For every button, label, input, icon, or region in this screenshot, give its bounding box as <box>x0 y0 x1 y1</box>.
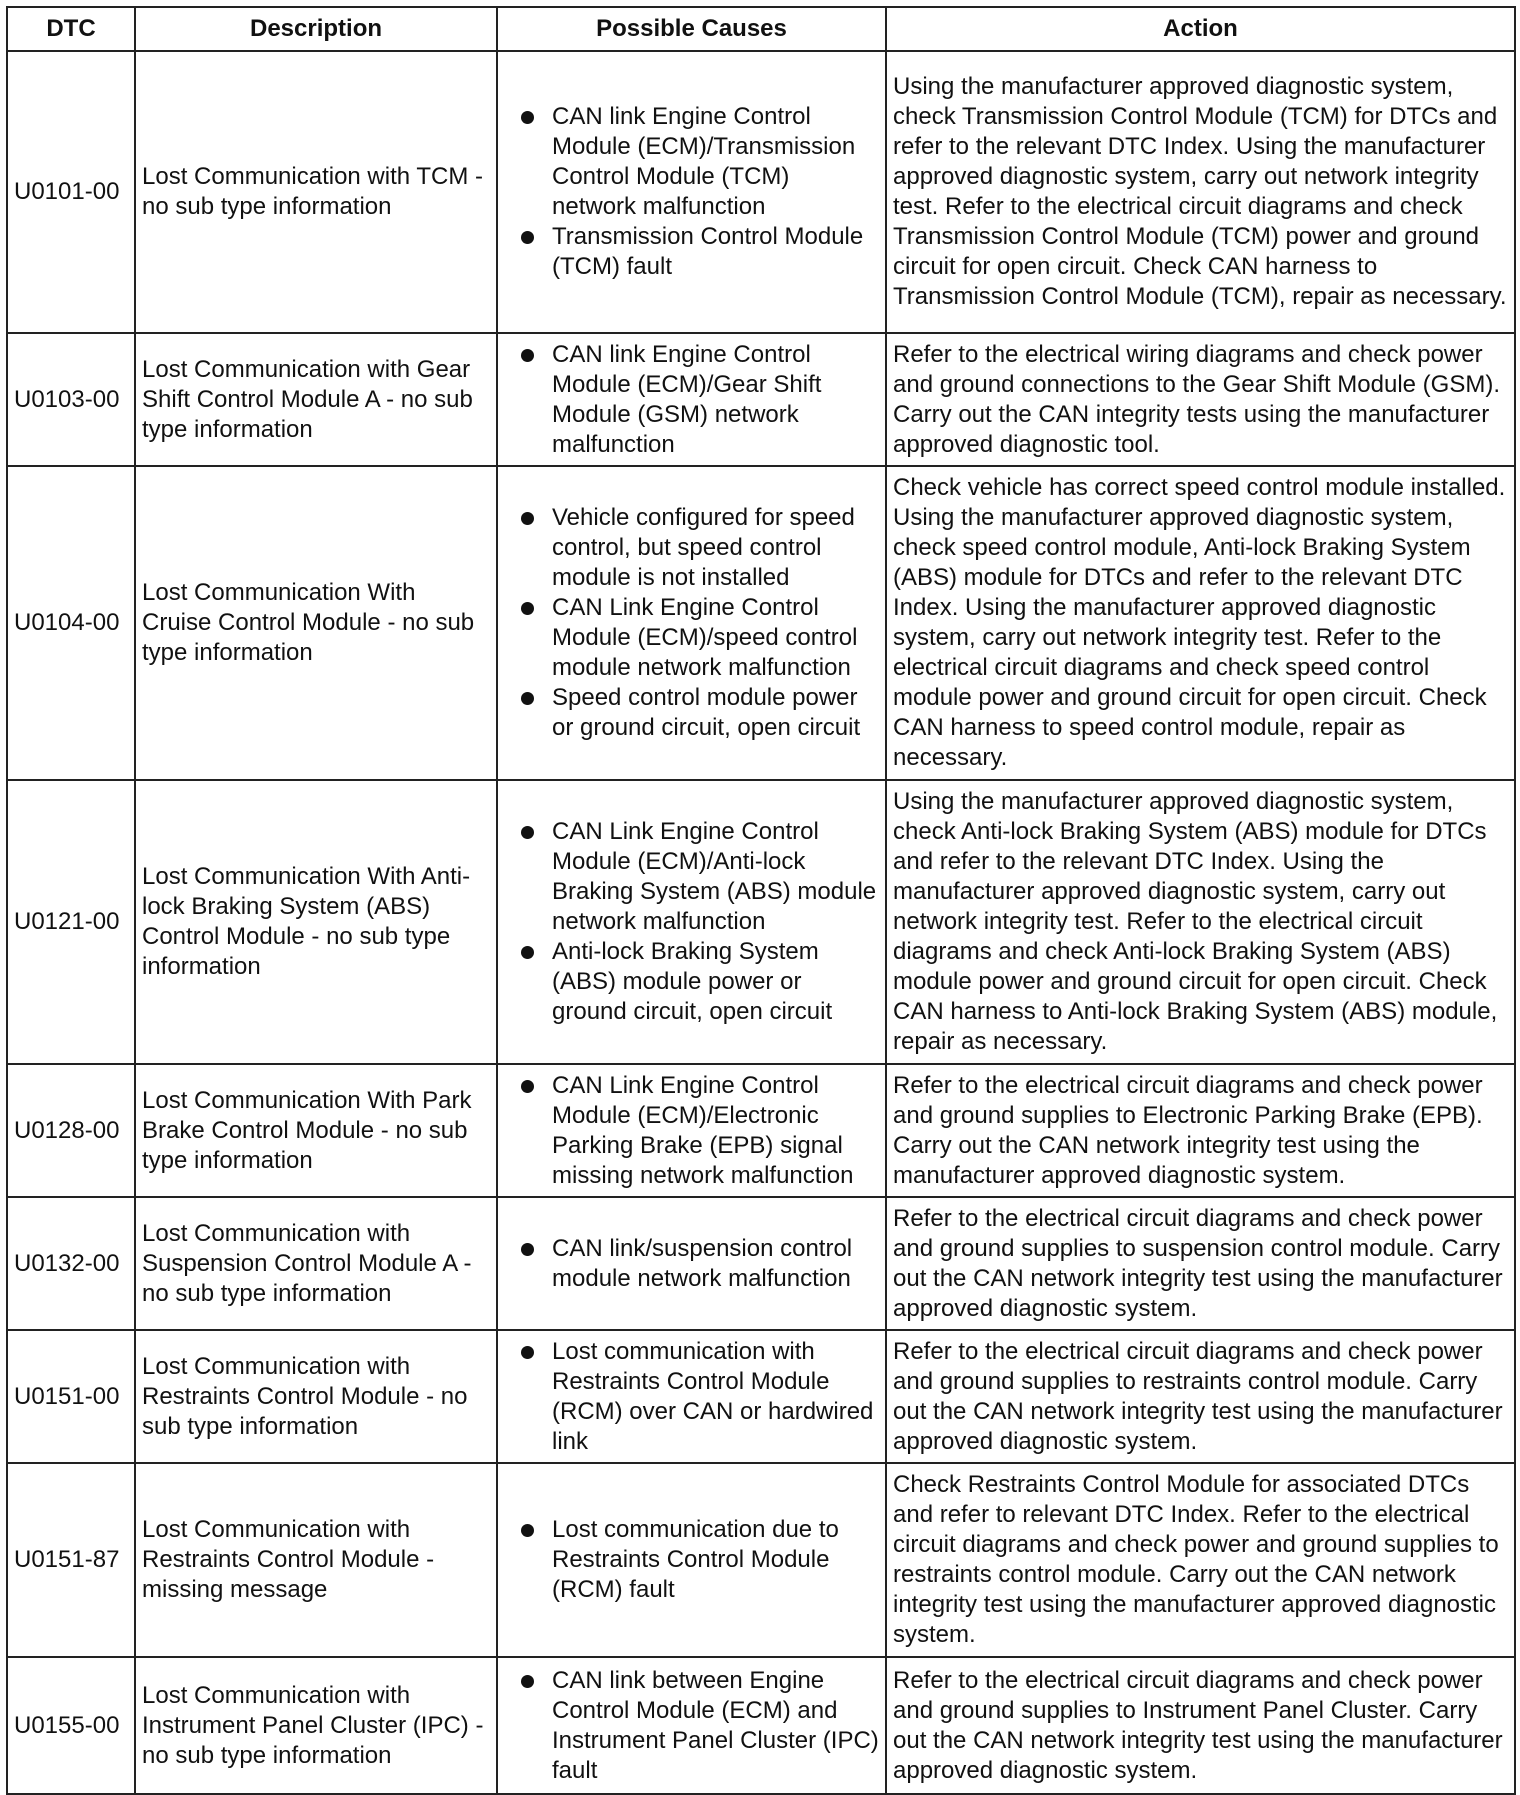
cause-item <box>504 340 879 460</box>
dtc-action: Check Restraints Control Module for associated DTCs and refer to relevant DTC Index. Refer to the electrical circuit diagrams and check power and ground supplies to restraints control module. Carry out the CAN network integrity test using the manufacturer approved diagnostic system. <box>886 1463 1515 1657</box>
causes-list <box>504 1234 879 1294</box>
table-row <box>7 1064 1515 1197</box>
document-page <box>6 6 1514 1784</box>
cause-text: Anti-lock Braking System (ABS) module power or ground circuit, open circuit <box>552 938 833 1025</box>
table-row <box>7 333 1515 466</box>
dtc-description: Lost Communication with Gear Shift Control Module A - no sub type information <box>135 333 497 466</box>
dtc-description: Lost Communication with Restraints Control Module - missing message <box>135 1463 497 1657</box>
dtc-action: Check vehicle has correct speed control module installed. Using the manufacturer approved diagnostic system, check speed control module, Anti-lock Braking System (ABS) module for DTCs and refer to the relevant DTC Index. Using the manufacturer approved diagnostic system, carry out network integrity test. Refer to the electrical circuit diagrams and check speed control module power and ground circuit for open circuit. Check CAN harness to speed control module, repair as necessary. <box>886 466 1515 780</box>
dtc-table <box>6 6 1516 1795</box>
cause-text: Speed control module power or ground circuit, open circuit <box>552 684 861 741</box>
bullet-icon <box>521 602 534 615</box>
cause-text: CAN Link Engine Control Module (ECM)/speed control module network malfunction <box>552 594 858 681</box>
cause-text: Transmission Control Module (TCM) fault <box>552 223 864 280</box>
dtc-code: U0101-00 <box>7 51 135 333</box>
possible-causes <box>497 1657 886 1794</box>
dtc-code: U0151-00 <box>7 1330 135 1463</box>
header-row <box>7 7 1515 51</box>
cause-text: Lost communication with Restraints Control Module (RCM) over CAN or hardwired link <box>552 1337 874 1455</box>
possible-causes <box>497 1330 886 1463</box>
possible-causes <box>497 1064 886 1197</box>
cause-item <box>504 102 879 222</box>
dtc-description: Lost Communication With Cruise Control Module - no sub type information <box>135 466 497 780</box>
causes-list <box>504 1666 879 1786</box>
cause-item <box>504 503 879 593</box>
table-row <box>7 1197 1515 1330</box>
possible-causes <box>497 1463 886 1657</box>
causes-list <box>504 503 879 743</box>
cause-text: CAN link Engine Control Module (ECM)/Transmission Control Module (TCM) network malfunction <box>552 103 856 220</box>
dtc-description: Lost Communication With Park Brake Control Module - no sub type information <box>135 1064 497 1197</box>
cause-text: CAN link/suspension control module network malfunction <box>552 1234 853 1292</box>
cause-item <box>504 1234 879 1294</box>
bullet-icon <box>521 826 534 839</box>
dtc-action: Refer to the electrical circuit diagrams and check power and ground supplies to suspension control module. Carry out the CAN network integrity test using the manufacturer approved diagnostic system. <box>886 1197 1515 1330</box>
dtc-action: Refer to the electrical circuit diagrams and check power and ground supplies to Electronic Parking Brake (EPB). Carry out the CAN network integrity test using the manufacturer approved diagnostic system. <box>886 1064 1515 1197</box>
cause-item <box>504 1515 879 1605</box>
table-row <box>7 51 1515 333</box>
bullet-icon <box>521 1346 534 1359</box>
bullet-icon <box>521 946 534 959</box>
bullet-icon <box>521 1243 534 1256</box>
header-action: Action <box>886 7 1515 51</box>
dtc-description: Lost Communication with Suspension Control Module A - no sub type information <box>135 1197 497 1330</box>
cause-item <box>504 937 879 1027</box>
cause-item <box>504 222 879 282</box>
bullet-icon <box>521 512 534 525</box>
cause-item <box>504 1337 879 1457</box>
cause-text: CAN Link Engine Control Module (ECM)/Anti-lock Braking System (ABS) module network malfunction <box>552 818 877 935</box>
causes-list <box>504 1515 879 1605</box>
cause-text: Lost communication due to Restraints Control Module (RCM) fault <box>552 1516 839 1603</box>
dtc-code: U0104-00 <box>7 466 135 780</box>
bullet-icon <box>521 111 534 124</box>
table-row <box>7 780 1515 1064</box>
table-row <box>7 1657 1515 1794</box>
cause-item <box>504 593 879 683</box>
dtc-code: U0155-00 <box>7 1657 135 1794</box>
bullet-icon <box>521 1080 534 1093</box>
dtc-code: U0121-00 <box>7 780 135 1064</box>
table-row <box>7 466 1515 780</box>
dtc-description: Lost Communication with Restraints Control Module - no sub type information <box>135 1330 497 1463</box>
causes-list <box>504 1337 879 1457</box>
possible-causes <box>497 780 886 1064</box>
header-possible-causes: Possible Causes <box>497 7 886 51</box>
bullet-icon <box>521 231 534 244</box>
bullet-icon <box>521 1524 534 1537</box>
cause-text: Vehicle configured for speed control, but speed control module is not installed <box>552 504 855 591</box>
dtc-description: Lost Communication with TCM - no sub type information <box>135 51 497 333</box>
cause-text: CAN link Engine Control Module (ECM)/Gear Shift Module (GSM) network malfunction <box>552 340 822 458</box>
possible-causes <box>497 466 886 780</box>
dtc-action: Refer to the electrical circuit diagrams and check power and ground supplies to Instrument Panel Cluster. Carry out the CAN network integrity test using the manufacturer approved diagnostic system. <box>886 1657 1515 1794</box>
dtc-description: Lost Communication With Anti-lock Braking System (ABS) Control Module - no sub type information <box>135 780 497 1064</box>
bullet-icon <box>521 1675 534 1688</box>
possible-causes <box>497 1197 886 1330</box>
causes-list <box>504 817 879 1027</box>
header-dtc: DTC <box>7 7 135 51</box>
causes-list <box>504 102 879 282</box>
bullet-icon <box>521 692 534 705</box>
cause-text: CAN Link Engine Control Module (ECM)/Electronic Parking Brake (EPB) signal missing network malfunction <box>552 1071 854 1189</box>
possible-causes <box>497 51 886 333</box>
dtc-description: Lost Communication with Instrument Panel Cluster (IPC) - no sub type information <box>135 1657 497 1794</box>
dtc-code: U0103-00 <box>7 333 135 466</box>
header-description: Description <box>135 7 497 51</box>
dtc-action: Refer to the electrical wiring diagrams and check power and ground connections to the Gear Shift Module (GSM). Carry out the CAN integrity tests using the manufacturer approved diagnostic tool. <box>886 333 1515 466</box>
dtc-code: U0128-00 <box>7 1064 135 1197</box>
bullet-icon <box>521 349 534 362</box>
dtc-action: Using the manufacturer approved diagnostic system, check Anti-lock Braking System (ABS) module for DTCs and refer to the relevant DTC Index. Using the manufacturer approved diagnostic system, carry out network integrity test. Refer to the electrical circuit diagrams and check Anti-lock Braking System (ABS) module power and ground circuit for open circuit. Check CAN harness to Anti-lock Braking System (ABS) module, repair as necessary. <box>886 780 1515 1064</box>
dtc-action: Refer to the electrical circuit diagrams and check power and ground supplies to restraints control module. Carry out the CAN network integrity test using the manufacturer approved diagnostic system. <box>886 1330 1515 1463</box>
table-row <box>7 1330 1515 1463</box>
cause-item <box>504 1666 879 1786</box>
dtc-code: U0132-00 <box>7 1197 135 1330</box>
causes-list <box>504 1071 879 1191</box>
cause-item <box>504 817 879 937</box>
cause-item <box>504 1071 879 1191</box>
dtc-action: Using the manufacturer approved diagnostic system, check Transmission Control Module (TCM) for DTCs and refer to the relevant DTC Index. Using the manufacturer approved diagnostic system, carry out network integrity test. Refer to the electrical circuit diagrams and check Transmission Control Module (TCM) power and ground circuit for open circuit. Check CAN harness to Transmission Control Module (TCM), repair as necessary. <box>886 51 1515 333</box>
possible-causes <box>497 333 886 466</box>
cause-text: CAN link between Engine Control Module (ECM) and Instrument Panel Cluster (IPC) fault <box>552 1666 879 1784</box>
cause-item <box>504 683 879 743</box>
table-row <box>7 1463 1515 1657</box>
dtc-code: U0151-87 <box>7 1463 135 1657</box>
causes-list <box>504 340 879 460</box>
